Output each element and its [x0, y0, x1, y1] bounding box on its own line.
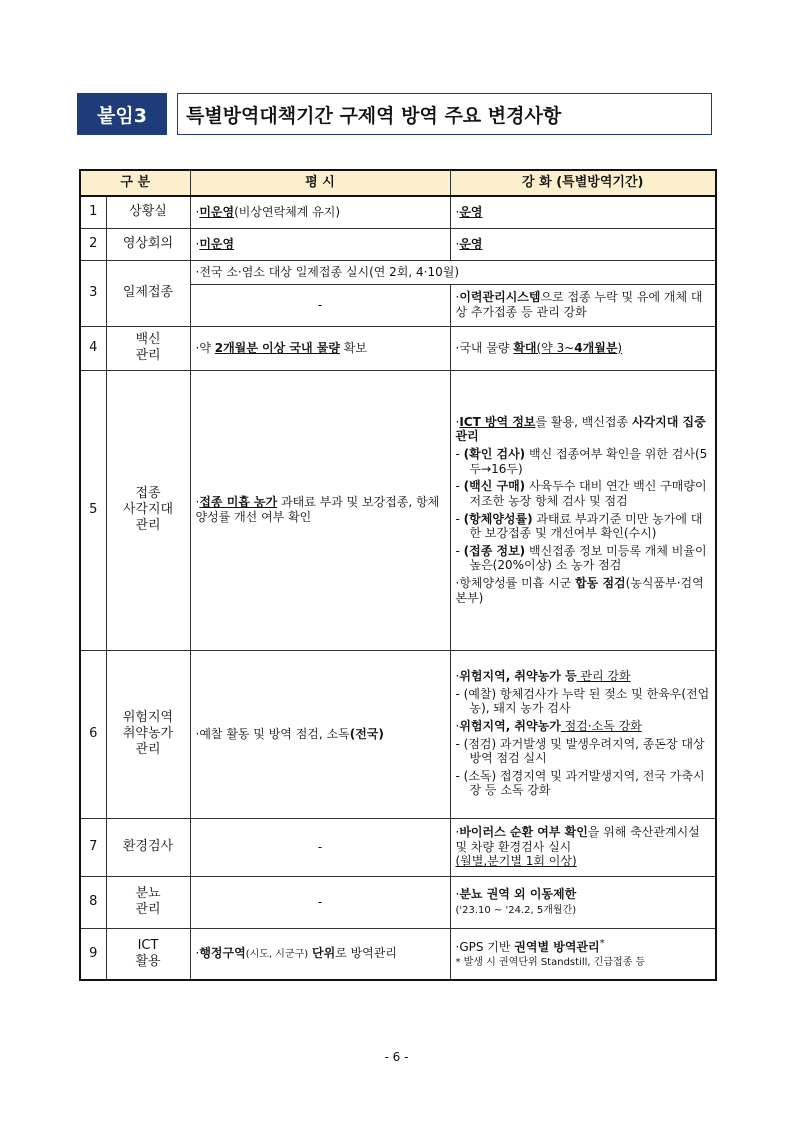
- row-number: 3: [80, 260, 106, 326]
- enhanced-cell: ·운영: [450, 196, 716, 228]
- normal-cell: ·행정구역(시도, 시군구) 단위로 방역관리: [190, 928, 450, 980]
- row-number: 4: [80, 326, 106, 370]
- row-category: 영상회의: [106, 228, 190, 260]
- enhanced-cell: ·분뇨 권역 외 이동제한 ('23.10 ~ '24.2, 5개월간): [450, 876, 716, 928]
- row-category: 위험지역 취약농가 관리: [106, 650, 190, 818]
- table-row: [80, 650, 716, 818]
- table-row: [80, 370, 716, 650]
- page-title: 특별방역대책기간 구제역 방역 주요 변경사항: [177, 93, 712, 135]
- normal-cell: ·예찰 활동 및 방역 점검, 소독(전국): [190, 650, 450, 818]
- row-number: 8: [80, 876, 106, 928]
- normal-cell: -: [190, 876, 450, 928]
- normal-cell: -: [190, 284, 450, 326]
- table-row: [80, 196, 716, 228]
- merged-cell: ·전국 소·염소 대상 일제접종 실시(연 2회, 4·10월): [190, 260, 716, 284]
- normal-cell: ·약 2개월분 이상 국내 물량 확보: [190, 326, 450, 370]
- row-category: 백신 관리: [106, 326, 190, 370]
- row-category: ICT 활용: [106, 928, 190, 980]
- normal-cell: -: [190, 818, 450, 876]
- list-item: - (접종 정보) 백신접종 정보 미등록 개체 비율이 높은(20%이상) 소 농가 점검: [455, 543, 707, 573]
- row-category: 일제접종: [106, 260, 190, 326]
- row-category: 환경검사: [106, 818, 190, 876]
- row-number: 7: [80, 818, 106, 876]
- col-normal: 평 시: [190, 170, 450, 196]
- list-item: - (소독) 접경지역 및 과거발생지역, 전국 가축시장 등 소독 강화: [455, 768, 705, 798]
- row-number: 2: [80, 228, 106, 260]
- enhanced-cell: ·바이러스 순환 여부 확인을 위해 축산관계시설 및 차량 환경검사 실시 (월별,분기별 1회 이상): [450, 818, 716, 876]
- row-category: 상황실: [106, 196, 190, 228]
- table-row: [80, 326, 716, 370]
- table-row: [80, 228, 716, 260]
- list-item: - (백신 구매) 사육두수 대비 연간 백신 구매량이 저조한 농장 항체 검사 및 점검: [455, 479, 707, 508]
- col-enhanced: 강 화 (특별방역기간): [450, 170, 716, 196]
- list-item: - (예찰) 항체검사가 누락 된 젖소 및 한육우(전업농), 돼지 농가 검사: [455, 686, 710, 716]
- enhanced-cell: ·운영: [450, 228, 716, 260]
- normal-cell: ·미운영: [190, 228, 450, 260]
- page-number: - 6 -: [384, 1050, 409, 1064]
- row-category: 분뇨 관리: [106, 876, 190, 928]
- normal-cell: ·미운영(비상연락체계 유지): [190, 196, 450, 228]
- enhanced-cell: ·국내 물량 확대(약 3~4개월분): [450, 326, 716, 370]
- table-row: [80, 876, 716, 928]
- list-item: - (확인 검사) 백신 접종여부 확인을 위한 검사(5두→16두): [455, 447, 708, 476]
- title-block: [77, 93, 712, 135]
- table-row: [80, 260, 716, 284]
- row-number: 1: [80, 196, 106, 228]
- row-number: 6: [80, 650, 106, 818]
- row-number: 9: [80, 928, 106, 980]
- changes-table: [79, 169, 717, 981]
- table-header-row: [80, 170, 716, 196]
- row-number: 5: [80, 370, 106, 650]
- enhanced-cell: ·위험지역, 취약농가 등 관리 강화 - (예찰) 항체검사가 누락 된 젖소 및 한육우(전업농), 돼지 농가 검사 ·위험지역, 취약농가 점검·소독 강화 - (점검) 과거발생 및 발생우려지역, 종돈장 대상 방역 점검 실시 - (소독) 접경지역 및 과거발생지역, 전국 가축시장 등 소독 강화: [450, 650, 716, 818]
- enhanced-cell: ·GPS 기반 권역별 방역관리* * 발생 시 권역단위 Standstill, 긴급접종 등: [450, 928, 716, 980]
- attachment-badge: 붙임3: [77, 93, 167, 135]
- normal-cell: ·접종 미흡 농가 과태료 부과 및 보강접종, 항체양성률 개선 여부 확인: [190, 370, 450, 650]
- list-item: - (항체양성률) 과태료 부과기준 미만 농가에 대한 보강접종 및 개선여부 확인(수시): [455, 511, 703, 541]
- enhanced-cell: ·이력관리시스템으로 접종 누락 및 유에 개체 대상 추가접종 등 관리 강화: [450, 284, 716, 326]
- table-row: [80, 818, 716, 876]
- table-row: [80, 928, 716, 980]
- col-category: 구 분: [80, 170, 190, 196]
- enhanced-cell: ·ICT 방역 정보를 활용, 백신접종 사각지대 집중 관리 - (확인 검사) 백신 접종여부 확인을 위한 검사(5두→16두) - (백신 구매) 사육두수 대비 연간 백신 구매량이 저조한 농장 항체 검사 및 점검 - (항체양성률) 과태료 부과기준 미만 농가에 대한 보강접종 및 개선여부 확인(수시) - (접종 정보) 백신접종 정보 미등록 개체 비율이 높은(20%이상) 소 농가 점검 ·항체양성률 미흡 시군 합동 점검(농식품부·검역본부): [450, 370, 716, 650]
- row-category: 접종 사각지대 관리: [106, 370, 190, 650]
- list-item: - (점검) 과거발생 및 발생우려지역, 종돈장 대상 방역 점검 실시: [455, 736, 705, 766]
